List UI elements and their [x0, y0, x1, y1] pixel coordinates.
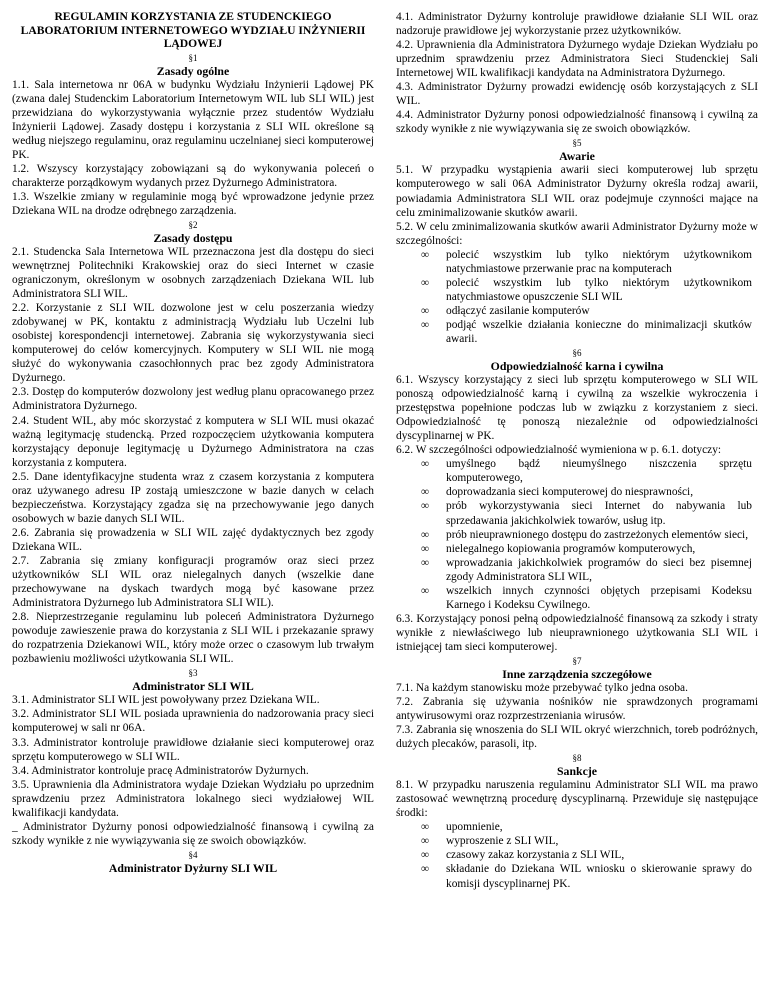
- list-item: [396, 248, 758, 276]
- paragraph: 2.8. Nieprzestrzeganie regulaminu lub poleceń Administratora Dyżurnego powoduje zawieszenie prawa do korzystania z SLI WIL i przekazanie sprawy do rozpatrzenia Dziekanowi WIL, który może orzec o czasowym lub trwałym pozbawieniu możliwości użytkowania SLI WIL.: [12, 611, 374, 666]
- paragraph: 2.7. Zabrania się zmiany konfiguracji programów oraz sieci przez użytkowników SLI WIL oraz nielegalnych danych (wszelkie dane przechowywane na dyskach twardych mogą być kasowane przez Administratora Dyżurnego lub Administratora SLI WIL).: [12, 555, 374, 610]
- list-item-text: polecić wszystkim lub tylko niektórym użytkownikom natychmiastowe opuszczenie SLI WIL: [446, 276, 752, 303]
- list-item-text: umyślnego bądź nieumyślnego niszczenia sprzętu komputerowego,: [446, 458, 752, 485]
- list-item-text: wyproszenie z SLI WIL,: [446, 835, 559, 848]
- section-number: §2: [188, 219, 198, 230]
- paragraph: 4.2. Uprawnienia dla Administratora Dyżurnego wydaje Dziekan Wydziału po uprzednim sprawdzeniu przez Administratora Sieci Studenckiej Sali Internetowej WIL kwalifikacji kandydata na Administratora Dyżurnego.: [396, 39, 758, 80]
- bullet-list: [396, 248, 758, 346]
- bullet-icon: ∞: [421, 458, 430, 471]
- list-item: [396, 457, 758, 485]
- section-number: §5: [572, 138, 582, 149]
- bullet-icon: ∞: [421, 849, 430, 862]
- bullet-icon: ∞: [421, 276, 430, 289]
- section-heading: Awarie: [559, 149, 595, 164]
- paragraph: 5.2. W celu zminimalizowania skutków awarii Administrator Dyżurny może w szczególności:: [396, 220, 758, 247]
- paragraph: 1.3. Wszelkie zmiany w regulaminie mogą być wprowadzone jedynie przez Dziekana WIL na drodze odrębnego zarządzenia.: [12, 190, 374, 217]
- paragraph: 6.2. W szczególności odpowiedzialność wymieniona w p. 6.1. dotyczy:: [396, 444, 722, 457]
- paragraph: 2.3. Dostęp do komputerów dozwolony jest według planu opracowanego przez Administratora Dyżurnego.: [12, 386, 374, 413]
- document-title: REGULAMIN KORZYSTANIA ZE STUDENCKIEGO LABORATORIUM INTERNETOWEGO WYDZIAŁU INŻYNIERII LĄDOWEJ: [20, 10, 366, 50]
- paragraph: 7.2. Zabrania się używania nośników nie sprawdzonych programami antywirusowymi oraz rozprzestrzeniania wirusów.: [396, 696, 758, 723]
- list-item-text: nielegalnego kopiowania programów komputerowych,: [446, 542, 696, 555]
- section-number: §7: [572, 655, 582, 666]
- paragraph: 6.1. Wszyscy korzystający z sieci lub sprzętu komputerowego w SLI WIL ponoszą odpowiedzialność karną i cywilną za wszelkie wykroczenia i przestępstwa popełnione podczas lub w związku z korzystaniem z sieci. Odpowiedzialność tę ponoszą niezależnie od odpowiedzialności dyscyplinarnej w PK.: [396, 374, 758, 443]
- right-column: [396, 10, 758, 891]
- list-item: [396, 862, 758, 890]
- section-heading: Zasady ogólne: [156, 63, 230, 78]
- list-item: [396, 834, 758, 848]
- bullet-icon: ∞: [421, 863, 430, 876]
- bullet-icon: ∞: [421, 528, 430, 541]
- paragraph: 4.1. Administrator Dyżurny kontroluje prawidłowe działanie SLI WIL oraz nadzoruje prawidłowe jej wykorzystanie przez użytkowników.: [396, 11, 758, 38]
- paragraph: 2.5. Dane identyfikacyjne studenta wraz z czasem korzystania z komputera oraz używanego adresu IP zostają umieszczone w bazie danych w celach bezpieczeństwa. Korzystający zgadza się na przechowywanie jego danych osobowych w bazie danych SLI WIL.: [12, 470, 374, 525]
- bullet-icon: ∞: [421, 304, 430, 317]
- section-heading: Administrator Dyżurny SLI WIL: [108, 860, 278, 875]
- list-item: [396, 318, 758, 346]
- section-heading: Zasady dostępu: [153, 230, 233, 245]
- bullet-icon: ∞: [421, 835, 430, 848]
- paragraph: 6.3. Korzystający ponosi pełną odpowiedzialność finansową za szkody i straty wynikłe z niewłaściwego lub nieuprawnionego użytkowania SLI WIL i istniejącej tam sieci komputerowej.: [396, 612, 758, 653]
- paragraph: 2.2. Korzystanie z SLI WIL dozwolone jest w celu poszerzania wiedzy zdobywanej w PK, kontaktu z administracją Wydziału lub Uczelni lub osobistej korespondencji internetowej. Zabrania się wykorzystywania sieci komputerowej do celów komercyjnych. Komputery w SLI WIL nie mogą służyć do wykonywania czasochłonnych prac bez zgody Administratora Dyżurnego.: [12, 302, 374, 385]
- list-item: [396, 820, 758, 834]
- paragraph: 1.1. Sala internetowa nr 06A w budynku Wydziału Inżynierii Lądowej PK (zwana dalej Studenckim Laboratorium Internetowym WIL lub SLI WIL) jest przewidziana do wykorzystywania wyłącznie przez studentów Wydziału Inżynierii Lądowej. Zasady dostępu i korzystania z SLI WIL określone są według niejszego regulaminu, oraz regulaminu uczelnianej sieci komputerowej PK.: [12, 78, 374, 161]
- bullet-icon: ∞: [421, 500, 430, 513]
- paragraph: 3.4. Administrator kontroluje pracę Administratorów Dyżurnych.: [12, 764, 309, 777]
- list-item-text: doprowadzania sieci komputerowej do niesprawności,: [446, 486, 694, 499]
- list-item: [396, 485, 758, 499]
- bullet-icon: ∞: [421, 542, 430, 555]
- list-item-text: czasowy zakaz korzystania z SLI WIL,: [446, 849, 625, 862]
- paragraph: 2.6. Zabrania się prowadzenia w SLI WIL zajęć dydaktycznych bez zgody Dziekana WIL.: [12, 526, 374, 553]
- section-number: §6: [572, 348, 582, 359]
- section-heading: Inne zarządzenia szczegółowe: [502, 666, 652, 681]
- bullet-icon: ∞: [421, 486, 430, 499]
- paragraph: 2.1. Studencka Sala Internetowa WIL przeznaczona jest dla dostępu do sieci wewnętrznej Politechniki Krakowskiej oraz do sieci Internet w czasie ograniczonym, określonym w osobnych zarządzeniach Dziekana WIL lub Administratora SLI WIL.: [12, 245, 374, 301]
- list-item-text: prób nieuprawnionego dostępu do zastrzeżonych elementów sieci,: [446, 528, 749, 541]
- list-item-text: polecić wszystkim lub tylko niektórym użytkownikom natychmiastowe przerwanie prac na komputerach: [446, 248, 752, 275]
- list-item: [396, 542, 758, 556]
- list-item: [396, 584, 758, 612]
- paragraph: 7.1. Na każdym stanowisku może przebywać tylko jedna osoba.: [396, 681, 688, 694]
- paragraph: 3.5. Uprawnienia dla Administratora wydaje Dziekan Wydziału po uprzednim sprawdzeniu przez Administratora lokalnego sieci wydziałowej WIL kwalifikacji kandydata.: [12, 778, 374, 819]
- bullet-list: [396, 457, 758, 612]
- bullet-icon: ∞: [421, 556, 430, 569]
- list-item: [396, 499, 758, 527]
- paragraph: 2.4. Student WIL, aby móc skorzystać z komputera w SLI WIL musi okazać ważną legitymację studencką. Przed rozpoczęciem użytkowania komputera korzystający deponuje legitymację u Dyżurnego Administratora na czas korzystania z komputera.: [12, 414, 374, 469]
- section-heading: Sankcje: [557, 764, 597, 779]
- bullet-icon: ∞: [421, 821, 430, 834]
- list-item: [396, 848, 758, 862]
- left-column: [12, 10, 374, 875]
- list-item-text: składanie do Dziekana WIL wniosku o skierowanie sprawy do komisji dyscyplinarnej PK.: [446, 863, 752, 890]
- list-item-text: wprowadzania jakichkolwiek programów do sieci bez pisemnej zgody Administratora SLI WIL,: [446, 556, 752, 583]
- paragraph: 3.1. Administrator SLI WIL jest powoływany przez Dziekana WIL.: [12, 694, 320, 707]
- list-item: [396, 304, 758, 318]
- section-heading: Administrator SLI WIL: [132, 679, 254, 694]
- list-item: [396, 276, 758, 304]
- list-item-text: prób wykorzystywania sieci Internet do nabywania lub sprzedawania jakichkolwiek towarów, usług itp.: [446, 500, 752, 527]
- paragraph: 3.3. Administrator kontroluje prawidłowe działanie sieci komputerowej oraz sprzętu komputerowego w SLI WIL.: [12, 736, 374, 763]
- paragraph: 4.3. Administrator Dyżurny prowadzi ewidencję osób korzystających z SLI WIL.: [396, 81, 758, 108]
- section-number: §3: [188, 668, 198, 679]
- bullet-icon: ∞: [421, 318, 430, 331]
- paragraph: 4.4. Administrator Dyżurny ponosi odpowiedzialność finansową i cywilną za szkody wynikłe z nie wywiązywania się ze swoich obowiązków.: [396, 109, 758, 136]
- paragraph: 1.2. Wszyscy korzystający zobowiązani są do wykonywania poleceń o charakterze porządkowym wydanych przez Dyżurnego Administratora.: [12, 162, 374, 189]
- bullet-icon: ∞: [421, 248, 430, 261]
- section-number: §4: [188, 849, 198, 860]
- paragraph: _ Administrator Dyżurny ponosi odpowiedzialność finansową i cywilną za szkody wynikłe z nie wywiązywania się ze swoich obowiązków.: [12, 820, 374, 847]
- section-number: §1: [188, 52, 198, 63]
- paragraph: 8.1. W przypadku naruszenia regulaminu Administrator SLI WIL ma prawo zastosować wewnętrzną procedurę dyscyplinarną. Przewiduje się następujące środki:: [396, 779, 758, 820]
- list-item-text: wszelkich innych czynności objętych przepisami Kodeksu Karnego i Kodeksu Cywilnego.: [446, 584, 752, 611]
- paragraph: 3.2. Administrator SLI WIL posiada uprawnienia do nadzorowania pracy sieci komputerowej w sali nr 06A.: [12, 708, 374, 735]
- section-number: §8: [572, 753, 582, 764]
- list-item: [396, 528, 758, 542]
- paragraph: 7.3. Zabrania się wnoszenia do SLI WIL okryć wierzchnich, toreb podróżnych, dużych plecaków, parasoli, itp.: [396, 724, 758, 751]
- paragraph: 5.1. W przypadku wystąpienia awarii sieci komputerowej lub sprzętu komputerowego w sali 06A Administrator Dyżurny określa rodzaj awarii, powiadamia Administratora SLI WIL oraz podejmuje czynności mające na celu zminimalizowanie skutków awarii.: [396, 164, 758, 219]
- list-item: [396, 556, 758, 584]
- section-heading: Odpowiedzialność karna i cywilna: [490, 359, 664, 374]
- bullet-list: [396, 820, 758, 890]
- bullet-icon: ∞: [421, 584, 430, 597]
- list-item-text: upomnienie,: [446, 821, 503, 834]
- list-item-text: odłączyć zasilanie komputerów: [446, 304, 590, 317]
- list-item-text: podjąć wszelkie działania konieczne do minimalizacji skutków awarii.: [446, 318, 752, 345]
